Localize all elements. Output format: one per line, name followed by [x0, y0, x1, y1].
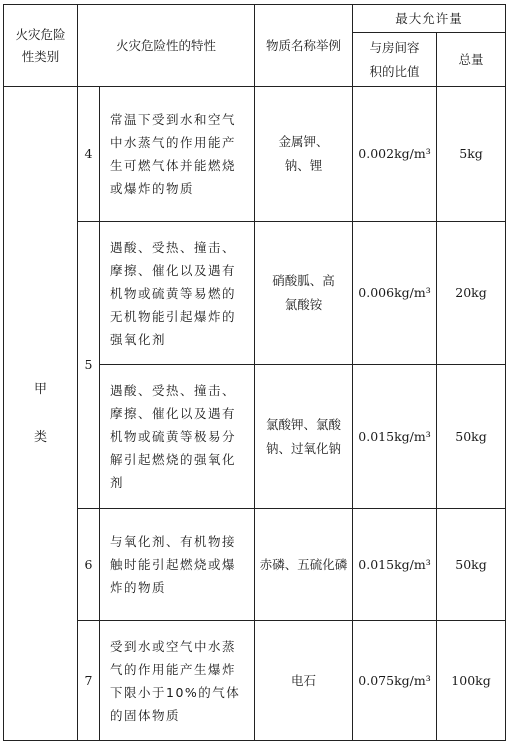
feature-text: 遇酸、受热、撞击、摩擦、催化以及遇有机物或硫黄等易燃的无机物能引起爆炸的强氧化剂	[100, 222, 255, 365]
total-value: 50kg	[437, 365, 506, 509]
total-value: 50kg	[437, 509, 506, 621]
table-row	[4, 87, 506, 222]
feature-text: 与氧化剂、有机物接触时能引起燃烧或爆炸的物质	[100, 509, 255, 621]
header-features: 火灾危险性的特性	[78, 5, 255, 87]
example-text: 赤磷、五硫化磷	[255, 509, 353, 621]
header-category: 火灾危险性类别	[4, 5, 78, 87]
example-text: 硝酸胍、高氯酸铵	[255, 222, 353, 365]
ratio-value: 0.015kg/m³	[353, 509, 437, 621]
category-cell: 甲 类	[4, 87, 78, 741]
ratio-value: 0.006kg/m³	[353, 222, 437, 365]
ratio-value: 0.075kg/m³	[353, 621, 437, 741]
row-number: 4	[78, 87, 100, 222]
feature-text: 常温下受到水和空气中水蒸气的作用能产生可燃气体并能燃烧或爆炸的物质	[100, 87, 255, 222]
total-value: 20kg	[437, 222, 506, 365]
total-value: 100kg	[437, 621, 506, 741]
total-value: 5kg	[437, 87, 506, 222]
hazard-table	[3, 4, 506, 741]
example-text: 金属钾、钠、锂	[255, 87, 353, 222]
row-number: 6	[78, 509, 100, 621]
row-number: 5	[78, 222, 100, 509]
example-text: 氯酸钾、氯酸钠、过氧化钠	[255, 365, 353, 509]
header-ratio: 与房间容积的比值	[353, 33, 437, 87]
feature-text: 受到水或空气中水蒸气的作用能产生爆炸下限小于10%的气体的固体物质	[100, 621, 255, 741]
header-examples: 物质名称举例	[255, 5, 353, 87]
header-max-allowed: 最大允许量	[353, 5, 506, 33]
row-number: 7	[78, 621, 100, 741]
table-row	[4, 621, 506, 741]
table-row	[4, 222, 506, 365]
ratio-value: 0.015kg/m³	[353, 365, 437, 509]
example-text: 电石	[255, 621, 353, 741]
ratio-value: 0.002kg/m³	[353, 87, 437, 222]
header-total: 总量	[437, 33, 506, 87]
table-row	[4, 509, 506, 621]
feature-text: 遇酸、受热、撞击、摩擦、催化以及遇有机物或硫黄等极易分解引起燃烧的强氧化剂	[100, 365, 255, 509]
